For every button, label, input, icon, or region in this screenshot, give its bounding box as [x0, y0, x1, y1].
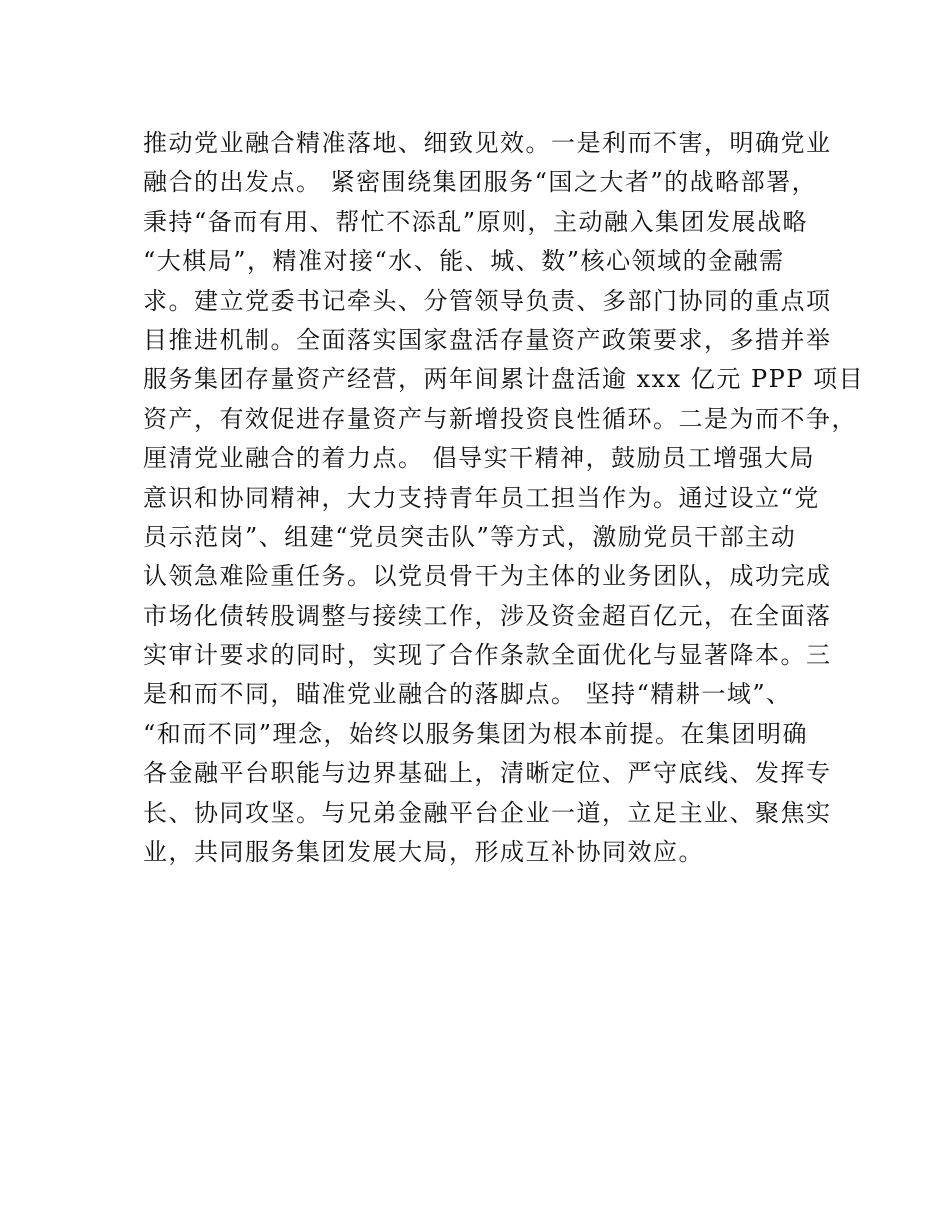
- text-line: 市场化债转股调整与接续工作，涉及资金超百亿元，在全面落: [143, 601, 832, 630]
- text-line: 厘清党业融合的着力点。 倡导实干精神，鼓励员工增强大局: [143, 444, 816, 473]
- text-line: 是和而不同，瞄准党业融合的落脚点。 坚持“精耕一域”、: [143, 680, 792, 709]
- text-line: 求。建立党委书记牵头、分管领导负责、多部门协同的重点项: [143, 286, 832, 315]
- text-line: 推动党业融合精准落地、细致见效。一是利而不害，明确党业: [143, 129, 832, 157]
- text-line: 各金融平台职能与边界基础上，清晰定位、严守底线、发挥专: [143, 759, 832, 788]
- text-line: 员示范岗”、组建“党员突击队”等方式，激励党员干部主动: [143, 522, 797, 551]
- text-line: 业，共同服务集团发展大局，形成互补协同效应。: [143, 838, 704, 867]
- text-line: 意识和协同精神，大力支持青年员工担当作为。通过设立“党: [143, 483, 820, 512]
- text-line: 资产，有效促进存量资产与新增投资良性循环。二是为而不争，: [143, 404, 857, 433]
- text-line: 融合的出发点。 紧密围绕集团服务“国之大者”的战略部署，: [143, 168, 818, 197]
- text-line: 认领急难险重任务。以党员骨干为主体的业务团队，成功完成: [143, 562, 832, 591]
- text-line: 实审计要求的同时，实现了合作条款全面优化与显著降本。三: [143, 641, 832, 670]
- text-line: “和而不同”理念，始终以服务集团为根本前提。在集团明确: [143, 719, 809, 748]
- text-line: 目推进机制。全面落实国家盘活存量资产政策要求，多措并举: [143, 325, 832, 354]
- text-line: 服务集团存量资产经营，两年间累计盘活逾 xxx 亿元 PPP 项目: [143, 365, 865, 394]
- text-line: “大棋局”，精准对接“水、能、城、数”核心领域的金融需: [143, 247, 785, 276]
- text-line: 长、协同攻坚。与兄弟金融平台企业一道，立足主业、聚焦实: [143, 798, 832, 827]
- text-line: 秉持“备而有用、帮忙不添乱”原则，主动融入集团发展战略: [143, 207, 809, 236]
- body-paragraph: [143, 124, 865, 872]
